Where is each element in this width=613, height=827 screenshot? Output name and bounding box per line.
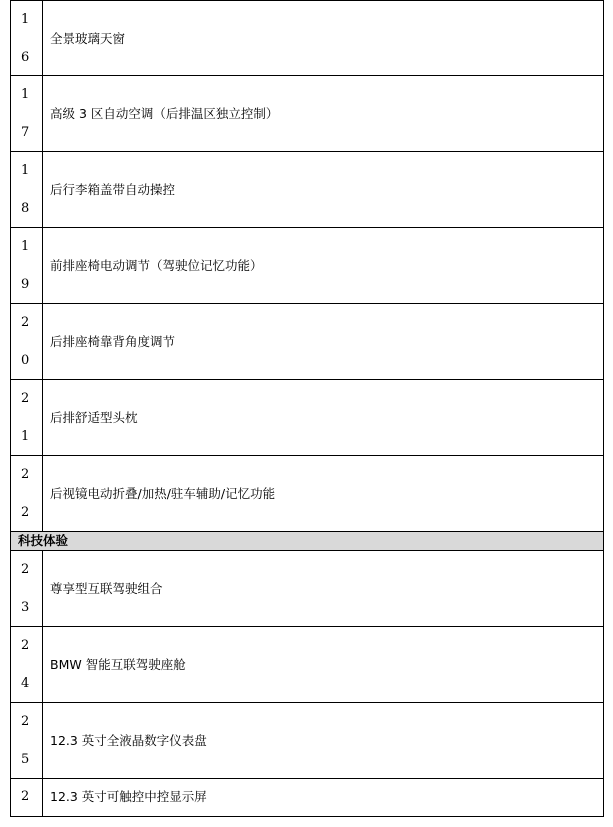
table-row bbox=[10, 627, 604, 703]
row-number-digit-2: 1 bbox=[21, 429, 30, 444]
row-number-cell bbox=[11, 703, 43, 778]
row-number-digit-1: 1 bbox=[21, 163, 30, 178]
row-number-digit-1: 1 bbox=[21, 87, 30, 102]
section-title: 科技体验 bbox=[18, 533, 69, 548]
row-number-cell bbox=[11, 779, 43, 816]
row-number-digit-2: 3 bbox=[21, 600, 30, 615]
table-row bbox=[10, 456, 604, 532]
spec-table bbox=[10, 0, 604, 817]
row-number-digit-1: 2 bbox=[21, 562, 30, 577]
table-row bbox=[10, 76, 604, 152]
feature-text: BMW 智能互联驾驶座舱 bbox=[50, 657, 186, 672]
row-number-digit-2: 7 bbox=[21, 125, 30, 140]
row-number-cell bbox=[11, 627, 43, 702]
row-number-digit-2: 8 bbox=[21, 201, 30, 216]
row-number-cell bbox=[11, 304, 43, 379]
feature-text: 高级 3 区自动空调（后排温区独立控制） bbox=[50, 106, 279, 121]
table-row bbox=[10, 228, 604, 304]
row-number-digit-2: 9 bbox=[21, 277, 30, 292]
row-number-cell bbox=[11, 1, 43, 75]
table-row bbox=[10, 551, 604, 627]
row-number-digit-1: 2 bbox=[21, 467, 30, 482]
row-number-digit-1: 2 bbox=[21, 714, 30, 729]
table-row bbox=[10, 703, 604, 779]
feature-text: 后行李箱盖带自动操控 bbox=[50, 182, 176, 197]
row-number-digit-1: 1 bbox=[21, 239, 30, 254]
row-number-digit-2: 2 bbox=[21, 505, 30, 520]
row-number-cell bbox=[11, 228, 43, 303]
row-number-digit-1: 2 bbox=[21, 315, 30, 330]
feature-text: 全景玻璃天窗 bbox=[50, 31, 126, 46]
table-row bbox=[10, 779, 604, 817]
row-number-digit-1: 2 bbox=[21, 789, 30, 804]
row-number-digit-1: 2 bbox=[21, 391, 30, 406]
row-number-digit-1: 2 bbox=[21, 638, 30, 653]
feature-text: 12.3 英寸可触控中控显示屏 bbox=[50, 789, 207, 804]
table-row bbox=[10, 304, 604, 380]
section-header bbox=[10, 532, 604, 551]
row-number-cell bbox=[11, 456, 43, 531]
row-number-digit-2: 5 bbox=[21, 752, 30, 767]
feature-text: 前排座椅电动调节（驾驶位记忆功能） bbox=[50, 258, 263, 273]
feature-text: 后排舒适型头枕 bbox=[50, 410, 138, 425]
feature-text: 12.3 英寸全液晶数字仪表盘 bbox=[50, 733, 207, 748]
row-number-cell bbox=[11, 380, 43, 455]
row-number-cell bbox=[11, 551, 43, 626]
row-number-digit-1: 1 bbox=[21, 12, 30, 27]
feature-text: 尊享型互联驾驶组合 bbox=[50, 581, 163, 596]
feature-text: 后排座椅靠背角度调节 bbox=[50, 334, 176, 349]
table-row bbox=[10, 0, 604, 76]
row-number-digit-2: 4 bbox=[21, 676, 30, 691]
row-number-cell bbox=[11, 76, 43, 151]
row-number-cell bbox=[11, 152, 43, 227]
row-number-digit-2: 6 bbox=[21, 50, 30, 65]
table-row bbox=[10, 380, 604, 456]
table-row bbox=[10, 152, 604, 228]
feature-text: 后视镜电动折叠/加热/驻车辅助/记忆功能 bbox=[50, 486, 276, 501]
row-number-digit-2: 0 bbox=[21, 353, 30, 368]
